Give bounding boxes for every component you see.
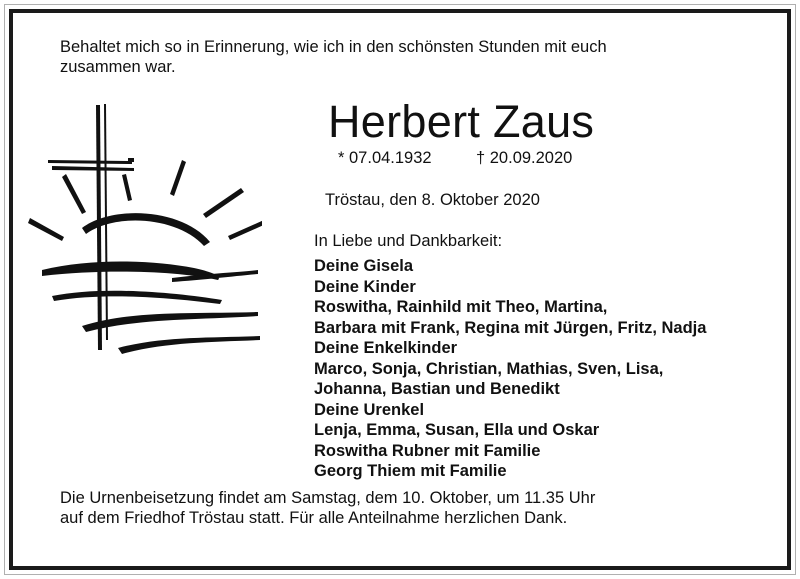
mourner-line: Georg Thiem mit Familie bbox=[314, 462, 507, 480]
mourner-line: Lenja, Emma, Susan, Ella und Oskar bbox=[314, 421, 600, 439]
motto-line-1: Behaltet mich so in Erinnerung, wie ich in den schönsten Stunden mit euch bbox=[60, 38, 607, 56]
mourner-line: Johanna, Bastian und Benedikt bbox=[314, 380, 560, 398]
mourner-line: Barbara mit Frank, Regina mit Jürgen, Fritz, Nadja bbox=[314, 318, 707, 337]
mourner-line: Deine Gisela bbox=[314, 257, 414, 275]
motto-line-2: zusammen war. bbox=[60, 58, 176, 76]
funeral-info bbox=[60, 488, 740, 528]
cross-sunset-icon bbox=[22, 100, 262, 400]
mourner-line: Deine Kinder bbox=[314, 277, 416, 296]
death-date: † 20.09.2020 bbox=[476, 149, 573, 167]
funeral-info-line-2: auf dem Friedhof Tröstau statt. Für alle Anteilnahme herzlichen Dank. bbox=[60, 509, 568, 527]
mourner-line: Deine Enkelkinder bbox=[314, 339, 458, 357]
mourner-line: Roswitha, Rainhild mit Theo, Martina, bbox=[314, 298, 608, 316]
deceased-name: Herbert Zaus bbox=[328, 96, 595, 147]
birth-date: * 07.04.1932 bbox=[338, 149, 432, 167]
motto-text bbox=[60, 37, 700, 77]
mourners-intro: In Liebe und Dankbarkeit: bbox=[314, 232, 503, 250]
mourners-list bbox=[314, 256, 706, 482]
mourner-line: Marco, Sonja, Christian, Mathias, Sven, Lisa, bbox=[314, 359, 664, 378]
place-and-date: Tröstau, den 8. Oktober 2020 bbox=[325, 191, 540, 209]
mourner-line: Roswitha Rubner mit Familie bbox=[314, 441, 541, 460]
mourner-line: Deine Urenkel bbox=[314, 400, 425, 419]
funeral-info-line-1: Die Urnenbeisetzung findet am Samstag, dem 10. Oktober, um 11.35 Uhr bbox=[60, 489, 596, 507]
